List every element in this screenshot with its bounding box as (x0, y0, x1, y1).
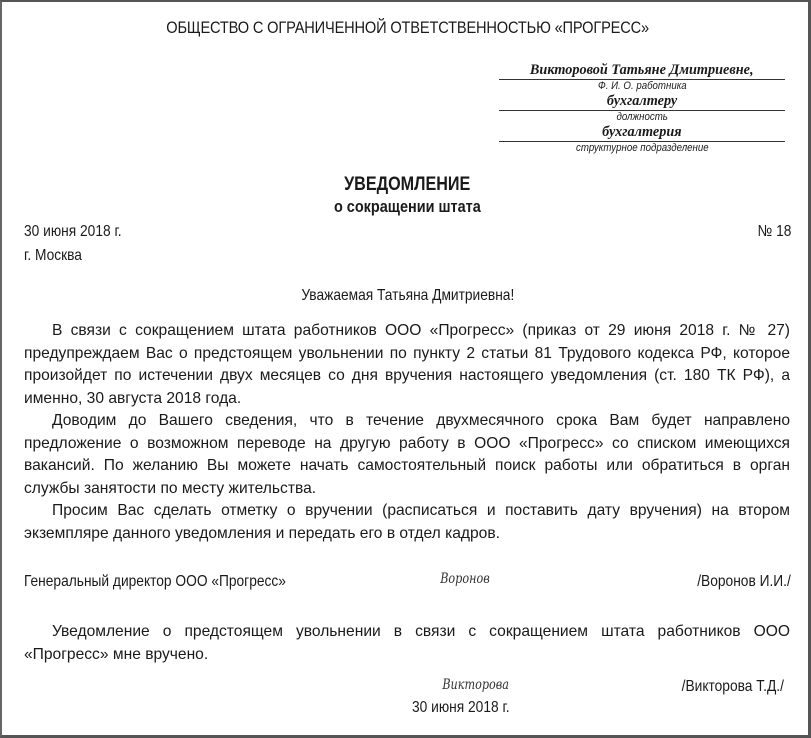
subtitle-text: о сокращении штата (334, 197, 481, 216)
document-date (24, 221, 138, 243)
employee-name-text: /Викторова Т.Д./ (681, 678, 784, 695)
document-number (752, 221, 791, 243)
receipt-text: Уведомление о предстоящем увольнении в связи с сокращением штата работников ООО «Прогресс» мне вручено. (24, 623, 790, 663)
document-city (24, 245, 91, 267)
salutation-text: Уважаемая Татьяна Дмитриевна! (301, 287, 514, 304)
title-text: УВЕДОМЛЕНИЕ (344, 174, 471, 195)
director-signature (434, 571, 496, 587)
addressee-department-caption (499, 142, 785, 155)
addressee-position-field (499, 93, 785, 111)
addressee-department-field (499, 124, 785, 142)
document-subtitle (2, 197, 811, 217)
addressee-department-value: бухгалтерия (602, 124, 682, 140)
paragraph-2: Доводим до Вашего сведения, что в течение двухмесячного срока Вам будет направлено предложение о возможном переводе на другую работу в ООО «Прогресс» со списком имеющихся вакансий. По желанию Вы можете начать самостоятельный поиск работы или обратиться в орган службы занятости по месту жительства. (24, 412, 790, 497)
addressee-name-field (499, 62, 785, 80)
salutation (2, 285, 811, 307)
number-text: № 18 (757, 223, 791, 240)
addressee-position-value: бухгалтеру (606, 93, 678, 109)
employee-signature (434, 677, 517, 693)
city-text: г. Москва (24, 247, 82, 264)
paragraph-3: Просим Вас сделать отметку о вручении (расписаться и поставить дату вручения) на втором экземпляре данного уведомления и передать его в отдел кадров. (24, 502, 790, 542)
organization-header (2, 18, 811, 38)
director-position-text: Генеральный директор ООО «Прогресс» (24, 573, 286, 590)
document-body (24, 320, 790, 545)
addressee-position-caption (499, 111, 785, 124)
date-text: 30 июня 2018 г. (24, 223, 122, 240)
caption-text: должность (616, 111, 668, 123)
document-title (2, 174, 811, 196)
signature-text: Воронов (440, 571, 490, 587)
employee-name (665, 676, 784, 698)
receipt-date-text: 30 июня 2018 г. (412, 699, 510, 716)
signature-text: Викторова (442, 677, 509, 693)
caption-text: структурное подразделение (575, 142, 709, 154)
receipt-block (24, 621, 790, 666)
director-name-text: /Воронов И.И./ (697, 573, 791, 590)
director-name (682, 571, 791, 593)
organization-name: ОБЩЕСТВО С ОГРАНИЧЕННОЙ ОТВЕТСТВЕННОСТЬЮ «ПРОГРЕСС» (166, 18, 649, 37)
receipt-date (412, 697, 526, 719)
caption-text: Ф. И. О. работника (597, 80, 687, 92)
addressee-name-caption (499, 80, 785, 93)
addressee-block (499, 62, 785, 155)
paragraph-1: В связи с сокращением штата работников ООО «Прогресс» (приказ от 29 июня 2018 г. № 27) предупреждаем Вас о предстоящем увольнении по пункту 2 статьи 81 Трудового кодекса РФ, которое произойдет по истечении двух месяцев со дня вручения настоящего уведомления (ст. 180 ТК РФ), а именно, 30 августа 2018 года. (24, 322, 790, 407)
addressee-name-value: Викторовой Татьяне Дмитриевне, (530, 62, 754, 78)
director-position (24, 571, 329, 593)
